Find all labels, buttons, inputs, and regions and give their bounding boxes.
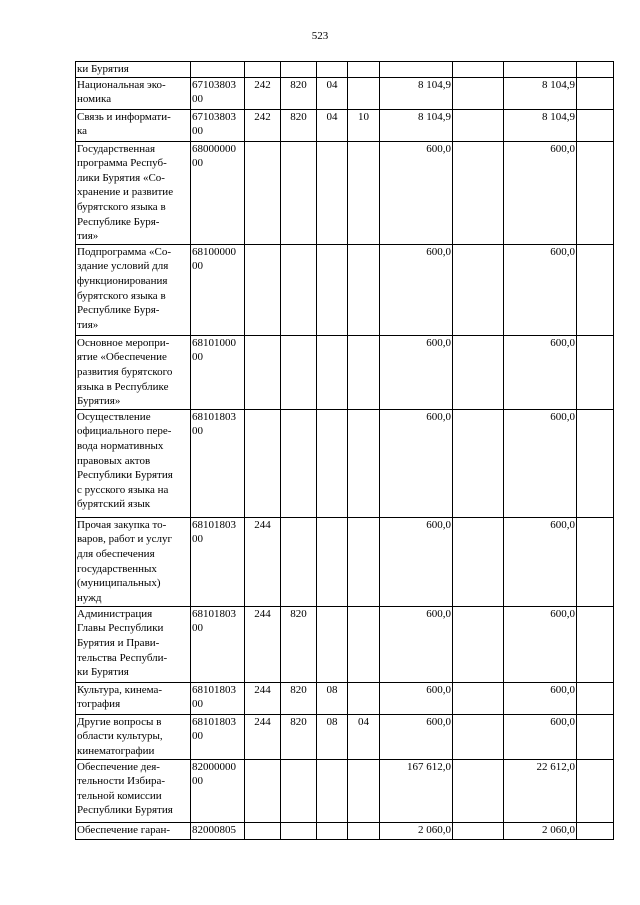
row-subsection <box>348 244 380 335</box>
row-extra-1 <box>453 141 504 244</box>
row-extra-2 <box>577 244 614 335</box>
row-ministry-code: 820 <box>281 682 317 714</box>
table-row <box>76 141 614 244</box>
row-section <box>317 822 348 839</box>
row-target-code: 67103803 00 <box>191 109 245 141</box>
row-name: Администрация Главы Республики Бурятия и Прави- тельства Республи- ки Бурятия <box>76 606 191 682</box>
row-target-code: 82000000 00 <box>191 759 245 822</box>
row-amount-1 <box>380 62 453 78</box>
row-target-code: 68101803 00 <box>191 606 245 682</box>
row-extra-1 <box>453 109 504 141</box>
page-number: 523 <box>311 30 329 42</box>
row-ministry-code <box>281 141 317 244</box>
row-section <box>317 244 348 335</box>
row-name: Обеспечение гаран- <box>76 822 191 839</box>
row-amount-1: 2 060,0 <box>380 822 453 839</box>
row-expense-type <box>245 759 281 822</box>
row-name: Прочая закупка то- варов, работ и услуг для обеспечения государственных (муниципальных) нужд <box>76 517 191 606</box>
row-target-code: 68101803 00 <box>191 714 245 759</box>
row-amount-2: 2 060,0 <box>504 822 577 839</box>
row-target-code: 68101803 00 <box>191 409 245 517</box>
row-extra-2 <box>577 682 614 714</box>
row-amount-1: 600,0 <box>380 714 453 759</box>
row-expense-type: 242 <box>245 109 281 141</box>
row-target-code: 82000805 <box>191 822 245 839</box>
row-amount-2: 600,0 <box>504 409 577 517</box>
table-row <box>76 714 614 759</box>
row-extra-1 <box>453 335 504 409</box>
row-ministry-code <box>281 759 317 822</box>
table-row <box>76 682 614 714</box>
row-extra-2 <box>577 517 614 606</box>
row-extra-1 <box>453 714 504 759</box>
row-name: Государственная программа Респуб- лики Бурятия «Со- хранение и развитие бурятского языка в Республике Буря- тия» <box>76 141 191 244</box>
row-subsection <box>348 335 380 409</box>
row-expense-type <box>245 822 281 839</box>
row-ministry-code: 820 <box>281 77 317 109</box>
row-amount-2: 8 104,9 <box>504 109 577 141</box>
row-subsection <box>348 822 380 839</box>
row-extra-2 <box>577 822 614 839</box>
row-extra-1 <box>453 682 504 714</box>
row-name: ки Бурятия <box>76 62 191 78</box>
row-expense-type: 244 <box>245 682 281 714</box>
row-ministry-code: 820 <box>281 109 317 141</box>
row-ministry-code: 820 <box>281 606 317 682</box>
row-extra-2 <box>577 409 614 517</box>
row-extra-1 <box>453 517 504 606</box>
row-section <box>317 759 348 822</box>
row-subsection <box>348 77 380 109</box>
table-row <box>76 759 614 822</box>
row-subsection <box>348 517 380 606</box>
row-section <box>317 335 348 409</box>
row-target-code: 68101803 00 <box>191 682 245 714</box>
row-name: Основное меропри- ятие «Обеспечение развития бурятского языка в Республике Бурятия» <box>76 335 191 409</box>
row-section: 08 <box>317 682 348 714</box>
table-row <box>76 335 614 409</box>
row-amount-2 <box>504 62 577 78</box>
row-amount-2: 600,0 <box>504 682 577 714</box>
row-name: Национальная эко- номика <box>76 77 191 109</box>
table-body <box>76 62 614 840</box>
row-amount-1: 167 612,0 <box>380 759 453 822</box>
row-extra-1 <box>453 244 504 335</box>
row-name: Подпрограмма «Со- здание условий для функционирования бурятского языка в Республике Буря- тия» <box>76 244 191 335</box>
row-extra-1 <box>453 759 504 822</box>
row-expense-type: 244 <box>245 606 281 682</box>
row-amount-2: 600,0 <box>504 335 577 409</box>
row-subsection <box>348 606 380 682</box>
row-target-code <box>191 62 245 78</box>
row-name: Культура, кинема- тография <box>76 682 191 714</box>
table-row <box>76 109 614 141</box>
row-amount-1: 600,0 <box>380 141 453 244</box>
row-amount-2: 600,0 <box>504 517 577 606</box>
table-row <box>76 409 614 517</box>
row-amount-1: 600,0 <box>380 244 453 335</box>
row-amount-1: 600,0 <box>380 335 453 409</box>
row-amount-2: 22 612,0 <box>504 759 577 822</box>
row-target-code: 68000000 00 <box>191 141 245 244</box>
row-target-code: 67103803 00 <box>191 77 245 109</box>
row-subsection: 04 <box>348 714 380 759</box>
row-target-code: 68101000 00 <box>191 335 245 409</box>
row-extra-2 <box>577 141 614 244</box>
row-subsection <box>348 682 380 714</box>
row-amount-1: 8 104,9 <box>380 109 453 141</box>
row-ministry-code <box>281 335 317 409</box>
row-extra-2 <box>577 335 614 409</box>
row-section <box>317 62 348 78</box>
row-ministry-code <box>281 62 317 78</box>
row-expense-type: 244 <box>245 517 281 606</box>
row-section: 04 <box>317 77 348 109</box>
row-expense-type <box>245 244 281 335</box>
row-ministry-code: 820 <box>281 714 317 759</box>
row-section: 04 <box>317 109 348 141</box>
row-amount-2: 600,0 <box>504 141 577 244</box>
row-section <box>317 606 348 682</box>
row-expense-type <box>245 409 281 517</box>
row-extra-2 <box>577 759 614 822</box>
row-ministry-code <box>281 409 317 517</box>
row-subsection <box>348 141 380 244</box>
row-ministry-code <box>281 244 317 335</box>
row-expense-type: 242 <box>245 77 281 109</box>
row-extra-1 <box>453 62 504 78</box>
row-extra-1 <box>453 77 504 109</box>
row-amount-1: 600,0 <box>380 517 453 606</box>
row-extra-1 <box>453 822 504 839</box>
row-section <box>317 517 348 606</box>
row-amount-1: 600,0 <box>380 409 453 517</box>
row-subsection: 10 <box>348 109 380 141</box>
row-name: Обеспечение дея- тельности Избира- тельной комиссии Республики Бурятия <box>76 759 191 822</box>
row-name: Осуществление официального пере- вода нормативных правовых актов Республики Бурятия с русского языка на бурятский язык <box>76 409 191 517</box>
table-row <box>76 606 614 682</box>
table-row <box>76 822 614 839</box>
row-extra-2 <box>577 77 614 109</box>
row-extra-2 <box>577 714 614 759</box>
row-extra-2 <box>577 606 614 682</box>
row-name: Другие вопросы в области культуры, кинематографии <box>76 714 191 759</box>
row-amount-1: 600,0 <box>380 606 453 682</box>
row-extra-2 <box>577 109 614 141</box>
row-amount-2: 8 104,9 <box>504 77 577 109</box>
row-amount-1: 600,0 <box>380 682 453 714</box>
row-target-code: 68101803 00 <box>191 517 245 606</box>
row-subsection <box>348 759 380 822</box>
budget-table <box>75 61 614 840</box>
row-expense-type <box>245 335 281 409</box>
row-amount-2: 600,0 <box>504 714 577 759</box>
row-ministry-code <box>281 822 317 839</box>
row-section: 08 <box>317 714 348 759</box>
row-expense-type <box>245 62 281 78</box>
row-extra-1 <box>453 606 504 682</box>
row-extra-2 <box>577 62 614 78</box>
row-amount-2: 600,0 <box>504 606 577 682</box>
row-amount-1: 8 104,9 <box>380 77 453 109</box>
row-section <box>317 141 348 244</box>
table-row <box>76 62 614 78</box>
row-subsection <box>348 409 380 517</box>
row-name: Связь и информати- ка <box>76 109 191 141</box>
row-subsection <box>348 62 380 78</box>
row-extra-1 <box>453 409 504 517</box>
table-row <box>76 77 614 109</box>
row-target-code: 68100000 00 <box>191 244 245 335</box>
row-amount-2: 600,0 <box>504 244 577 335</box>
table-row <box>76 517 614 606</box>
row-expense-type: 244 <box>245 714 281 759</box>
row-section <box>317 409 348 517</box>
row-ministry-code <box>281 517 317 606</box>
row-expense-type <box>245 141 281 244</box>
table-row <box>76 244 614 335</box>
